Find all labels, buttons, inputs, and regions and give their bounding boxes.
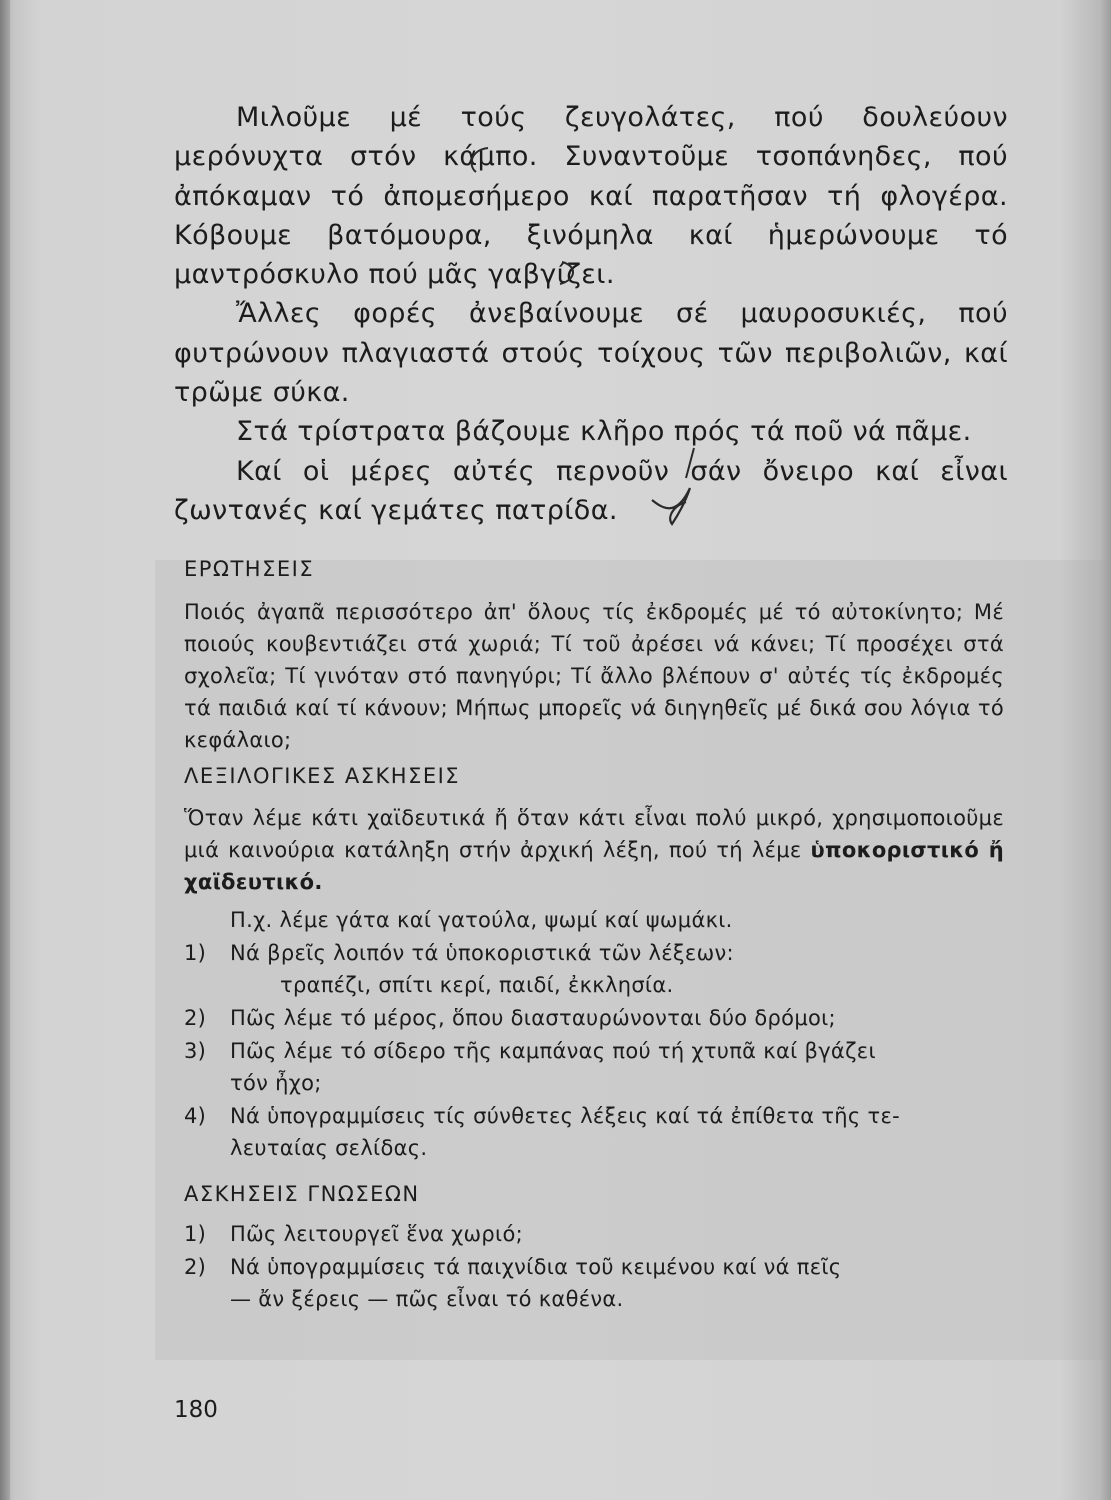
item-text: Πῶς λέμε τό σίδερο τῆς καμπάνας πού τή χτυπᾶ καί βγάζει: [230, 1039, 876, 1063]
item-text: Νά βρεῖς λοιπόν τά ὑποκοριστικά τῶν λέξεων:: [230, 941, 734, 965]
story-paragraph-3: Στά τρίστρατα βάζουμε κλῆρο πρός τά ποῦ νά πᾶμε.: [236, 416, 972, 448]
knowledge-item-2: [184, 1251, 1004, 1315]
vocabulary-example: Π.χ. λέμε γάτα καί γατούλα, ψωμί καί ψωμάκι.: [230, 908, 733, 932]
item-body: [230, 937, 1004, 1001]
item-text: Νά ὑπογραμμίσεις τίς σύνθετες λέξεις καί τά ἐπίθετα τῆς τε-: [230, 1104, 900, 1128]
item-subtext: λευταίας σελίδας.: [230, 1136, 428, 1160]
vocabulary-heading: ΛΕΞΙΛΟΓΙΚΕΣ ΑΣΚΗΣΕΙΣ: [184, 764, 461, 788]
vocabulary-item-1: [184, 937, 1004, 1001]
item-number: 1): [184, 941, 207, 965]
questions-heading: ΕΡΩΤΗΣΕΙΣ: [184, 557, 315, 581]
questions-text: Ποιός ἀγαπᾶ περισσότερο ἀπ' ὅλους τίς ἐκδρομές μέ τό αὐτοκίνητο; Μέ ποιούς κουβεντιάζει στά χωριά; Τί τοῦ ἀρέσει νά κάνει; Τί προσέχει στά σχολεῖα; Τί γινόταν στό πανηγύρι; Τί ἄλλο βλέπουν σ' αὐτές τίς ἐκδρομές τά παιδιά καί τί κάνουν; Μήπως μπορεῖς νά διηγηθεῖς μέ δικά σου λόγια τό κεφάλαιο;: [184, 600, 1004, 752]
vocabulary-item-4: [184, 1100, 1004, 1164]
item-body: [230, 1002, 1004, 1034]
item-text: Πῶς λειτουργεῖ ἕνα χωριό;: [230, 1222, 523, 1246]
item-number: 2): [184, 1255, 207, 1279]
item-body: [230, 1251, 1004, 1315]
story-paragraph-1: Μιλοῦμε μέ τούς ζευγολάτες, πού δουλεύουν μερόνυχτα στόν κάμπο. Συναντοῦμε τσοπάνηδες, πού ἀπόκαμαν τό ἀπομεσήμερο καί παρατῆσαν τή φλογέρα. Κόβουμε βατόμουρα, ξινόμηλα καί ἡμερώνουμε τό μαντρόσκυλο πού μᾶς γαβγίζει.: [174, 102, 1008, 291]
item-body: [230, 1035, 1004, 1099]
item-number: 2): [184, 1006, 207, 1030]
item-number: 1): [184, 1222, 207, 1246]
vocabulary-intro: [184, 802, 1004, 898]
book-spine-shadow: [0, 0, 10, 1500]
page-number: 180: [174, 1397, 218, 1423]
story-paragraph-2: Ἄλλες φορές ἀνεβαίνουμε σέ μαυροσυκιές, πού φυτρώνουν πλαγιαστά στούς τοίχους τῶν περιβολιῶν, καί τρῶμε σύκα.: [174, 298, 1008, 409]
item-number: 3): [184, 1039, 207, 1063]
item-subtext: τραπέζι, σπίτι κερί, παιδί, ἐκκλησία.: [280, 973, 674, 997]
story-text: [174, 98, 1008, 530]
vocabulary-item-2: [184, 1002, 1004, 1034]
item-number: 4): [184, 1104, 207, 1128]
item-text: Πῶς λέμε τό μέρος, ὅπου διασταυρώνονται δύο δρόμοι;: [230, 1006, 836, 1030]
exercises-section: [184, 553, 1004, 1315]
vocabulary-item-3: [184, 1035, 1004, 1099]
item-body: [230, 1100, 1004, 1164]
item-text: Νά ὑπογραμμίσεις τά παιχνίδια τοῦ κειμένου καί νά πεῖς: [230, 1255, 842, 1279]
story-paragraph-4: Καί οἱ μέρες αὐτές περνοῦν σάν ὄνειρο καί εἶναι ζωντανές καί γεμάτες πατρίδα.: [174, 455, 1008, 526]
vocabulary-intro-text: Ὅταν λέμε κάτι χαϊδευτικά ἤ ὅταν κάτι εἶναι πολύ μικρό, χρησιμοποιοῦμε μιά καινούρια κατάληξη στήν ἀρχική λέξη, πού τή λέμε: [184, 806, 1004, 862]
item-subtext: τόν ἦχο;: [230, 1071, 322, 1095]
item-body: [230, 1218, 1004, 1250]
knowledge-item-1: [184, 1218, 1004, 1250]
item-subtext: — ἄν ξέρεις — πῶς εἶναι τό καθένα.: [230, 1287, 624, 1311]
vocabulary-intro-bold: ὑποκοριστικό ἤ χαϊδευτικό.: [184, 838, 1004, 894]
knowledge-list: [184, 1218, 1004, 1315]
knowledge-heading: ΑΣΚΗΣΕΙΣ ΓΝΩΣΕΩΝ: [184, 1182, 420, 1206]
